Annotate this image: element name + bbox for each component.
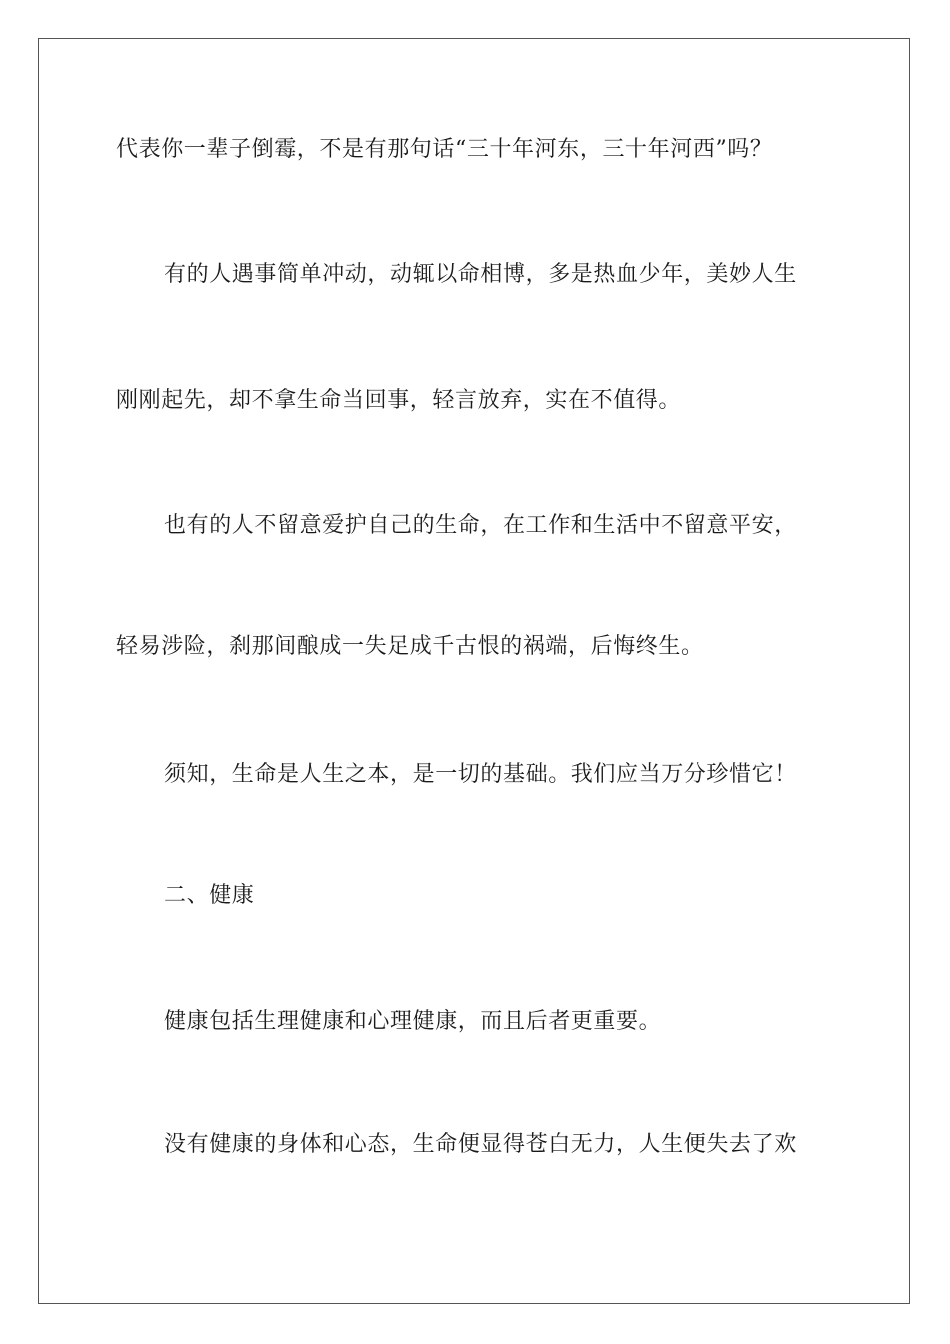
paragraph-line-3: 刚刚起先，却不拿生命当回事，轻言放弃，实在不值得。: [116, 388, 682, 413]
paragraph-line-8: 健康包括生理健康和心理健康，而且后者更重要。: [164, 1009, 662, 1034]
section-heading: 二、健康: [164, 883, 255, 908]
paragraph-line-5: 轻易涉险，刹那间酿成一失足成千古恨的祸端，后悔终生。: [116, 634, 704, 659]
paragraph-line-2: 有的人遇事简单冲动，动辄以命相博，多是热血少年，美妙人生: [164, 262, 797, 287]
paragraph-line-6: 须知，生命是人生之本，是一切的基础。我们应当万分珍惜它！: [164, 762, 797, 787]
paragraph-line-9: 没有健康的身体和心态，生命便显得苍白无力，人生便失去了欢: [164, 1132, 797, 1157]
page-border: [38, 38, 910, 1304]
paragraph-line-4: 也有的人不留意爱护自己的生命，在工作和生活中不留意平安，: [164, 513, 797, 538]
paragraph-line-1: 代表你一辈子倒霉，不是有那句话“三十年河东，三十年河西”吗？: [116, 137, 773, 162]
